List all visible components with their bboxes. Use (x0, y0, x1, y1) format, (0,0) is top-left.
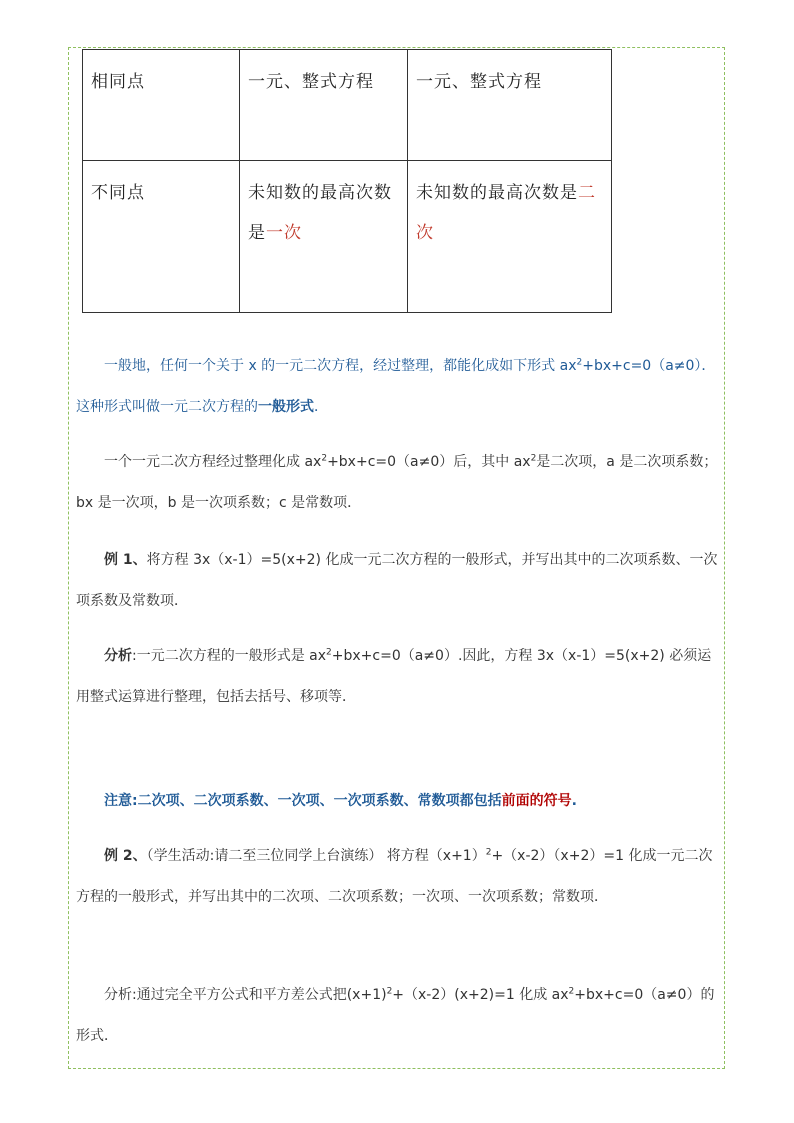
comparison-table (82, 49, 612, 313)
linear-equation-similar: 一元、整式方程 (240, 50, 408, 161)
text: 是二次项，a 是二次项系数；bx 是一次项，b 是一次项系数；c 是常数项． (76, 454, 718, 511)
text: +bx+c=0（a≠0）．这种形式叫做一元二次方程的 (76, 358, 716, 415)
text: +（x-2）（x+2）=1 化成一元二次方程的一般形式，并写出其中的二次项、二次项系数；一次项、一次项系数；常数项． (76, 848, 713, 905)
note-highlight: 前面的符号 (501, 793, 572, 809)
text: 一般地，任何一个关于 x 的一元二次方程，经过整理，都能化成如下形式 ax (104, 358, 577, 374)
note (76, 781, 722, 822)
superscript: 2 (576, 357, 583, 368)
highlight-degree-one: 一次 (266, 223, 302, 243)
text: +bx+c=0（a≠0）的形式． (76, 987, 715, 1044)
example-2 (76, 836, 722, 918)
text: +（x-2）(x+2)=1 化成 ax (392, 987, 569, 1003)
cell-text: 未知数的最高次数是 (248, 183, 392, 243)
example-1 (76, 540, 722, 622)
text: 将方程 3x（x-1）=5(x+2) 化成一元二次方程的一般形式，并写出其中的二次项系数、一次项系数及常数项． (76, 552, 718, 609)
row-label-similar: 相同点 (83, 50, 240, 161)
text: 注意:二次项、二次项系数、一次项、一次项系数、常数项都包括 (104, 793, 502, 809)
text: 分析:通过完全平方公式和平方差公式把(x+1) (104, 987, 387, 1003)
linear-equation-different (240, 161, 408, 313)
example-label: 例 2、 (104, 848, 147, 864)
text: +bx+c=0（a≠0）后，其中 ax (327, 454, 531, 470)
analysis-2 (76, 975, 722, 1057)
text: ． (314, 399, 328, 415)
row-label-different: 不同点 (83, 161, 240, 313)
cell-text: 未知数的最高次数是 (416, 183, 578, 203)
quadratic-equation-different (408, 161, 612, 313)
text: +bx+c=0（a≠0）.因此，方程 3x（x-1）=5(x+2) 必须运用整式运算进行整理，包括去括号、移项等． (76, 648, 712, 705)
superscript: 2 (568, 986, 575, 997)
table-row (83, 161, 612, 313)
superscript: 2 (386, 986, 393, 997)
highlight-degree-two: 二次 (416, 183, 596, 243)
quadratic-equation-similar: 一元、整式方程 (408, 50, 612, 161)
superscript: 2 (326, 647, 332, 658)
analysis-label: 分析 (104, 648, 132, 664)
general-form-term: 一般形式 (258, 399, 314, 415)
table-row (83, 50, 612, 161)
text: （学生活动:请二至三位同学上台演练） 将方程（x+1） (146, 848, 486, 864)
example-label: 例 1、 (104, 552, 147, 568)
text: :一元二次方程的一般形式是 ax (132, 648, 327, 664)
analysis-1 (76, 636, 722, 718)
superscript: 2 (530, 453, 537, 464)
text: . (571, 793, 577, 809)
terms-explanation (76, 442, 722, 524)
text: 一个一元二次方程经过整理化成 ax (104, 454, 322, 470)
superscript: 2 (485, 847, 492, 858)
general-form-definition (76, 346, 722, 428)
superscript: 2 (321, 453, 328, 464)
